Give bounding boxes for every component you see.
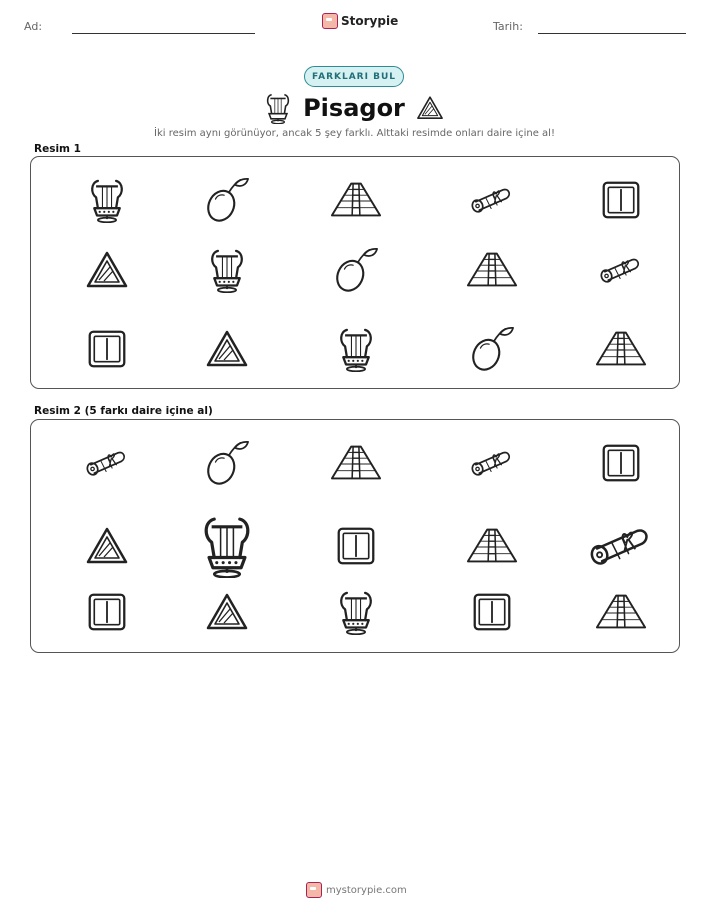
scroll-icon[interactable] xyxy=(84,446,130,480)
lyre-icon xyxy=(336,326,376,372)
brand-logo xyxy=(322,13,398,29)
page-title: Pisagor xyxy=(303,94,405,122)
name-label: Ad: xyxy=(24,20,43,33)
date-label: Tarih: xyxy=(493,20,523,33)
lyre-icon[interactable] xyxy=(198,514,256,578)
picture-panel-2[interactable] xyxy=(30,419,680,653)
storypie-logo-icon xyxy=(322,13,338,29)
olive-branch-icon xyxy=(204,176,250,224)
section-label-1: Resim 1 xyxy=(34,143,81,155)
square-tile-icon[interactable] xyxy=(601,443,641,483)
scroll-icon xyxy=(598,253,644,287)
triangle-icon xyxy=(205,329,249,369)
square-tile-icon xyxy=(87,329,127,369)
scroll-icon[interactable] xyxy=(587,520,655,572)
triangle-icon[interactable] xyxy=(205,592,249,632)
pyramid-icon xyxy=(466,250,518,290)
lyre-icon xyxy=(207,247,247,293)
square-tile-icon[interactable] xyxy=(87,592,127,632)
lyre-icon xyxy=(264,92,292,124)
pyramid-icon[interactable] xyxy=(595,592,647,632)
footer-url[interactable]: mystorypie.com xyxy=(326,884,407,896)
olive-branch-icon xyxy=(469,325,515,373)
pyramid-icon xyxy=(595,329,647,369)
pyramid-icon[interactable] xyxy=(330,443,382,483)
storypie-logo-icon xyxy=(306,882,322,898)
lyre-icon xyxy=(87,177,127,223)
triangle-icon[interactable] xyxy=(85,526,129,566)
square-tile-icon[interactable] xyxy=(336,526,376,566)
olive-branch-icon[interactable] xyxy=(204,439,250,487)
section-label-2: Resim 2 (5 farkı daire içine al) xyxy=(34,405,213,417)
footer xyxy=(306,882,407,898)
name-line[interactable] xyxy=(72,33,255,34)
triangle-icon xyxy=(416,95,444,121)
pyramid-icon xyxy=(330,180,382,220)
square-tile-icon xyxy=(601,180,641,220)
scroll-icon xyxy=(469,183,515,217)
olive-branch-icon xyxy=(333,246,379,294)
lyre-icon[interactable] xyxy=(336,589,376,635)
scroll-icon[interactable] xyxy=(469,446,515,480)
activity-badge: FARKLARI BUL xyxy=(304,66,404,87)
square-tile-icon[interactable] xyxy=(472,592,512,632)
title-row xyxy=(264,90,444,126)
brand-name: Storypie xyxy=(341,14,399,28)
pyramid-icon[interactable] xyxy=(466,526,518,566)
triangle-icon xyxy=(85,250,129,290)
instructions: İki resim aynı görünüyor, ancak 5 şey farklı. Alttaki resimde onları daire içine al! xyxy=(154,128,555,139)
date-line[interactable] xyxy=(538,33,686,34)
picture-panel-1 xyxy=(30,156,680,389)
